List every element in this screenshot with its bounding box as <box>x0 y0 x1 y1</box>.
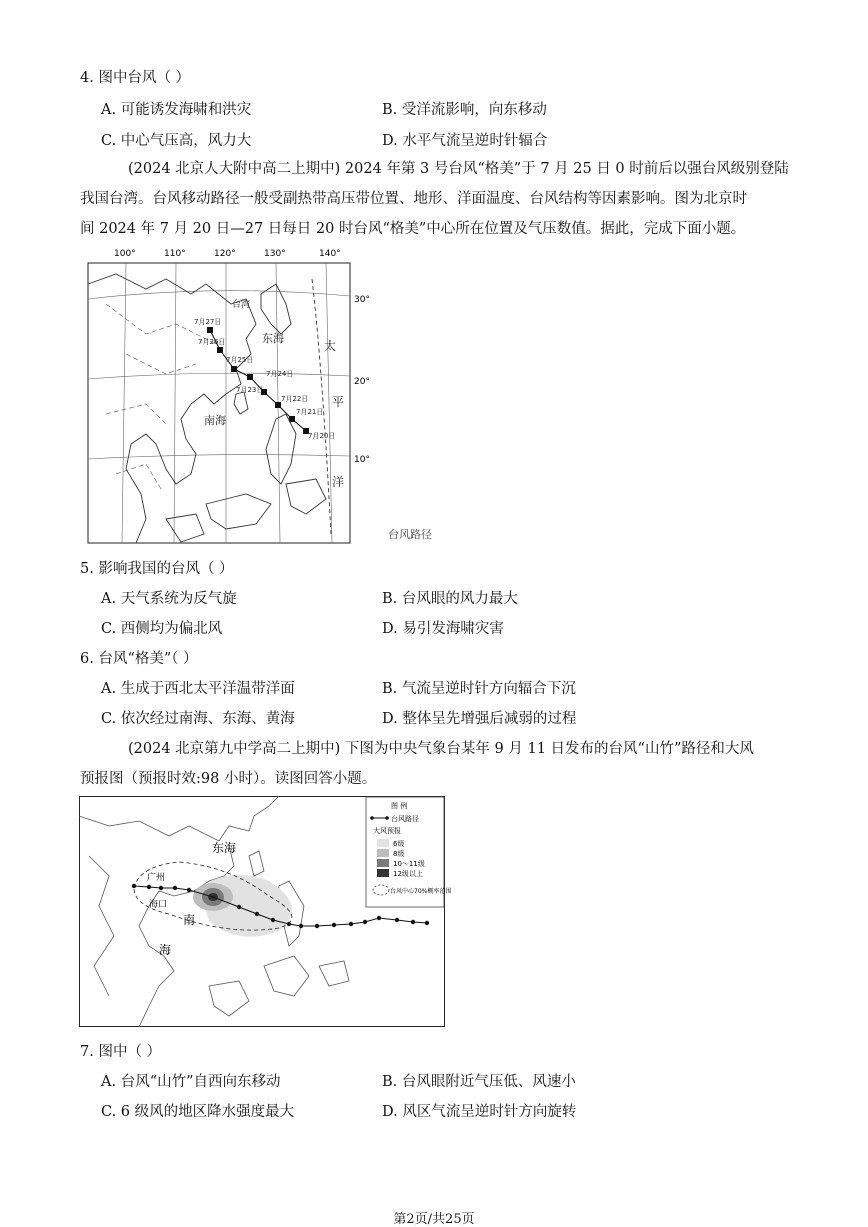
legend-range: 台风中心70%概率范围 <box>390 888 452 895</box>
point-label: 7月26日 <box>198 338 226 346</box>
legend-title: 图 例 <box>391 802 408 810</box>
point-label: 7月27日 <box>194 318 222 326</box>
map2-label: 海口 <box>149 900 168 910</box>
sea-label: 南海 <box>204 414 226 427</box>
q6-option-b: B. 气流呈逆时针方向辐合下沉 <box>382 681 576 697</box>
typhoon-mangkhut-map <box>79 796 452 1027</box>
passage2-line1: (2024 北京第九中学高二上期中) 下图为中央气象台某年 9 月 11 日发布的台风“山竹”路径和大风 <box>128 741 754 757</box>
map2-label: 广州 <box>147 873 166 883</box>
map2-label: 东海 <box>212 841 237 855</box>
ocean-label: 洋 <box>332 475 345 489</box>
q6-option-d: D. 整体呈先增强后减弱的过程 <box>382 711 577 727</box>
q6-option-c: C. 依次经过南海、东海、黄海 <box>101 711 295 727</box>
ocean-label: 太 <box>324 339 337 353</box>
q6-option-a: A. 生成于西北太平洋温带洋面 <box>101 681 295 697</box>
passage2-line2: 预报图（预报时效:98 小时）。读图回答小题。 <box>80 771 377 787</box>
map2-label: 南 <box>183 913 196 927</box>
lat-label: 10° <box>354 455 370 465</box>
sea-label: 东海 <box>262 332 284 345</box>
q5-option-c: C. 西侧均为偏北风 <box>101 621 223 637</box>
legend-level: 6级 <box>393 840 405 848</box>
lat-label: 30° <box>354 295 370 305</box>
lat-label: 20° <box>354 377 370 387</box>
passage1-line2: 我国台湾。台风移动路径一般受副热带高压带位置、地形、洋面温度、台风结构等因素影响。图为北京时 <box>80 191 747 207</box>
q6-stem: 6. 台风“格美”（ ） <box>80 651 198 667</box>
place-label: 台湾 <box>232 300 251 310</box>
lon-label: 140° <box>319 249 341 259</box>
q7-option-a: A. 台风“山竹”自西向东移动 <box>101 1074 281 1090</box>
ocean-label: 平 <box>332 395 345 409</box>
q4-stem: 4. 图中台风（ ） <box>80 70 191 86</box>
q7-option-b: B. 台风眼附近气压低、风速小 <box>382 1074 576 1090</box>
q4-option-c: C. 中心气压高，风力大 <box>101 133 252 149</box>
q5-option-d: D. 易引发海啸灾害 <box>382 621 504 637</box>
q7-option-d: D. 风区气流呈逆时针方向旋转 <box>382 1104 577 1120</box>
q4-option-a: A. 可能诱发海啸和洪灾 <box>101 102 252 118</box>
legend-wind: 大风预报 <box>373 827 401 835</box>
q4-option-d: D. 水平气流呈逆时针辐合 <box>382 133 548 149</box>
q7-stem: 7. 图中（ ） <box>80 1044 162 1060</box>
lon-label: 130° <box>264 249 286 259</box>
map2-label: 海 <box>159 943 172 957</box>
lon-label: 110° <box>164 249 186 259</box>
point-label: 7月25日 <box>226 356 254 364</box>
legend-track: 台风路径 <box>391 815 419 823</box>
page-footer: 第2页/共25页 <box>393 1212 475 1227</box>
lon-label: 120° <box>214 249 236 259</box>
legend-level: 8级 <box>393 850 405 858</box>
point-label: 7月22日 <box>281 395 309 403</box>
passage1-line1: (2024 北京人大附中高二上期中) 2024 年第 3 号台风“格美”于 7 月 25 日 0 时前后以强台风级别登陆 <box>128 161 789 177</box>
q5-option-a: A. 天气系统为反气旋 <box>101 591 237 607</box>
point-label: 7月23日 <box>236 386 264 394</box>
map1-caption: 台风路径 <box>388 528 432 541</box>
legend-level: 10～11级 <box>393 860 425 868</box>
passage1-line3: 间 2024 年 7 月 20 日—27 日每日 20 时台风“格美”中心所在位置及气压数值。据此，完成下面小题。 <box>80 221 746 237</box>
point-label: 7月21日 <box>296 408 324 416</box>
q5-option-b: B. 台风眼的风力最大 <box>382 591 518 607</box>
legend-level: 12级以上 <box>393 870 423 878</box>
q5-stem: 5. 影响我国的台风（ ） <box>80 561 234 577</box>
q7-option-c: C. 6 级风的地区降水强度最大 <box>101 1104 295 1120</box>
point-label: 7月20日 <box>308 432 336 440</box>
q4-option-b: B. 受洋流影响，向东移动 <box>382 102 547 118</box>
lon-label: 100° <box>114 249 136 259</box>
typhoon-gemei-map <box>86 244 376 544</box>
point-label: 7月24日 <box>266 370 294 378</box>
